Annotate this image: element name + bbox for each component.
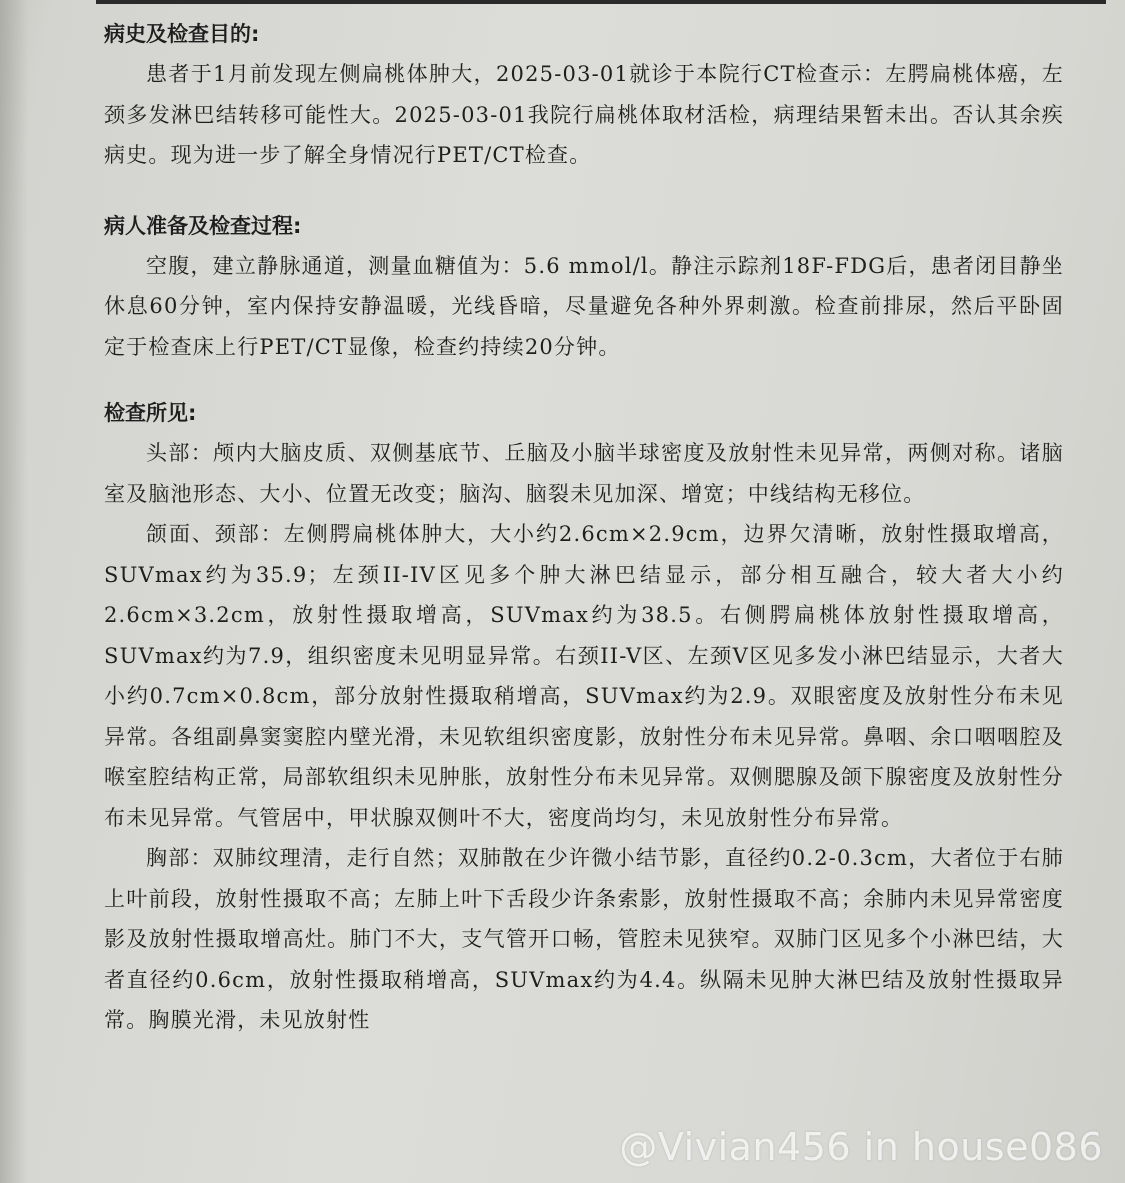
history-heading: 病史及检查目的: bbox=[104, 22, 260, 46]
report-content bbox=[104, 14, 1064, 1041]
top-rule bbox=[96, 0, 1106, 4]
history-paragraph: 患者于1月前发现左侧扁桃体肿大，2025-03-01就诊于本院行CT检查示：左腭扁桃体癌，左颈多发淋巴结转移可能性大。2025-03-01我院行扁桃体取材活检，病理结果暂未出。否认其余疾病史。现为进一步了解全身情况行PET/CT检查。 bbox=[104, 62, 1064, 167]
watermark-text: @Vivian456 in house086 bbox=[619, 1125, 1103, 1169]
preparation-section bbox=[104, 206, 1064, 368]
findings-section bbox=[104, 393, 1064, 1041]
section-spacer bbox=[104, 176, 1064, 206]
history-section bbox=[104, 14, 1064, 176]
findings-neck-paragraph: 颌面、颈部：左侧腭扁桃体肿大，大小约2.6cm×2.9cm，边界欠清晰，放射性摄取增高，SUVmax约为35.9；左颈II-IV区见多个肿大淋巴结显示，部分相互融合，较大者大小约2.6cm×3.2cm，放射性摄取增高，SUVmax约为38.5。右侧腭扁桃体放射性摄取增高，SUVmax约为7.9，组织密度未见明显异常。右颈II-V区、左颈V区见多发小淋巴结显示，大者大小约0.7cm×0.8cm，部分放射性摄取稍增高，SUVmax约为2.9。双眼密度及放射性分布未见异常。各组副鼻窦窦腔内壁光滑，未见软组织密度影，放射性分布未见异常。鼻咽、余口咽咽腔及喉室腔结构正常，局部软组织未见肿胀，放射性分布未见异常。双侧腮腺及颌下腺密度及放射性分布未见异常。气管居中，甲状腺双侧叶不大，密度尚均匀，未见放射性分布异常。 bbox=[104, 522, 1064, 830]
findings-chest-paragraph: 胸部：双肺纹理清，走行自然；双肺散在少许微小结节影，直径约0.2-0.3cm，大者位于右肺上叶前段，放射性摄取不高；左肺上叶下舌段少许条索影，放射性摄取不高；余肺内未见异常密度影及放射性摄取增高灶。肺门不大，支气管开口畅，管腔未见狭窄。双肺门区见多个小淋巴结，大者直径约0.6cm，放射性摄取稍增高，SUVmax约为4.4。纵隔未见肿大淋巴结及放射性摄取异常。胸膜光滑，未见放射性 bbox=[104, 846, 1064, 1032]
findings-head-paragraph: 头部：颅内大脑皮质、双侧基底节、丘脑及小脑半球密度及放射性未见异常，两侧对称。诸脑室及脑池形态、大小、位置无改变；脑沟、脑裂未见加深、增宽；中线结构无移位。 bbox=[104, 441, 1064, 506]
preparation-heading: 病人准备及检查过程: bbox=[104, 213, 302, 238]
page-shadow bbox=[0, 0, 28, 1183]
section-spacer bbox=[104, 367, 1064, 393]
preparation-paragraph: 空腹，建立静脉通道，测量血糖值为：5.6 mmol/l。静注示踪剂18F-FDG后，患者闭目静坐休息60分钟，室内保持安静温暖，光线昏暗，尽量避免各种外界刺激。检查前排尿，然后平卧固定于检查床上行PET/CT显像，检查约持续20分钟。 bbox=[104, 253, 1064, 359]
findings-heading: 检查所见: bbox=[104, 401, 197, 425]
